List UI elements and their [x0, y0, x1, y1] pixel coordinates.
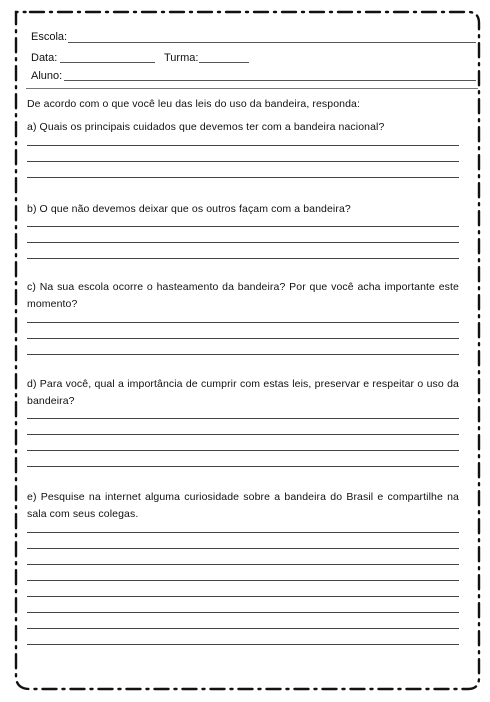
- question-c-answer-line[interactable]: [27, 338, 459, 339]
- school-label: Escola:: [31, 31, 68, 43]
- question-e-text: e) Pesquise na internet alguma curiosidade sobre a bandeira do Brasil e compartilhe na sala com seus colegas.: [27, 491, 459, 520]
- question-a-answer-line[interactable]: [27, 161, 459, 162]
- question-d-answer-line[interactable]: [27, 466, 459, 467]
- question-e-answer-line[interactable]: [27, 612, 459, 613]
- question-b-answer-line[interactable]: [27, 226, 459, 227]
- class-label: Turma:: [164, 52, 199, 64]
- date-label: Data:: [31, 52, 58, 64]
- student-label: Aluno:: [31, 70, 63, 82]
- class-field-line[interactable]: [199, 62, 249, 63]
- question-b-answer-line[interactable]: [27, 242, 459, 243]
- question-c-text: c) Na sua escola ocorre o hasteamento da bandeira? Por que você acha importante este momento?: [27, 281, 459, 310]
- student-field-line[interactable]: [64, 80, 476, 81]
- instruction-text: De acordo com o que você leu das leis do uso da bandeira, responda:: [27, 98, 360, 110]
- question-e-answer-line[interactable]: [27, 580, 459, 581]
- header-divider: [26, 88, 478, 89]
- question-d-answer-line[interactable]: [27, 450, 459, 451]
- question-a-answer-line[interactable]: [27, 145, 459, 146]
- question-e-answer-line[interactable]: [27, 628, 459, 629]
- question-a-answer-line[interactable]: [27, 177, 459, 178]
- question-e-answer-line[interactable]: [27, 564, 459, 565]
- question-c-answer-line[interactable]: [27, 354, 459, 355]
- question-d-answer-line[interactable]: [27, 418, 459, 419]
- question-a-text: a) Quais os principais cuidados que devemos ter com a bandeira nacional?: [27, 121, 385, 133]
- question-e-answer-line[interactable]: [27, 548, 459, 549]
- question-b-answer-line[interactable]: [27, 258, 459, 259]
- question-e-answer-line[interactable]: [27, 532, 459, 533]
- date-field-line[interactable]: [60, 62, 155, 63]
- question-d-answer-line[interactable]: [27, 434, 459, 435]
- question-b-text: b) O que não devemos deixar que os outros façam com a bandeira?: [27, 203, 351, 215]
- question-d-text: d) Para você, qual a importância de cumprir com estas leis, preservar e respeitar o uso da bandeira?: [27, 378, 459, 407]
- question-c-answer-line[interactable]: [27, 322, 459, 323]
- school-field-line[interactable]: [68, 42, 476, 43]
- question-e-answer-line[interactable]: [27, 644, 459, 645]
- question-e-answer-line[interactable]: [27, 596, 459, 597]
